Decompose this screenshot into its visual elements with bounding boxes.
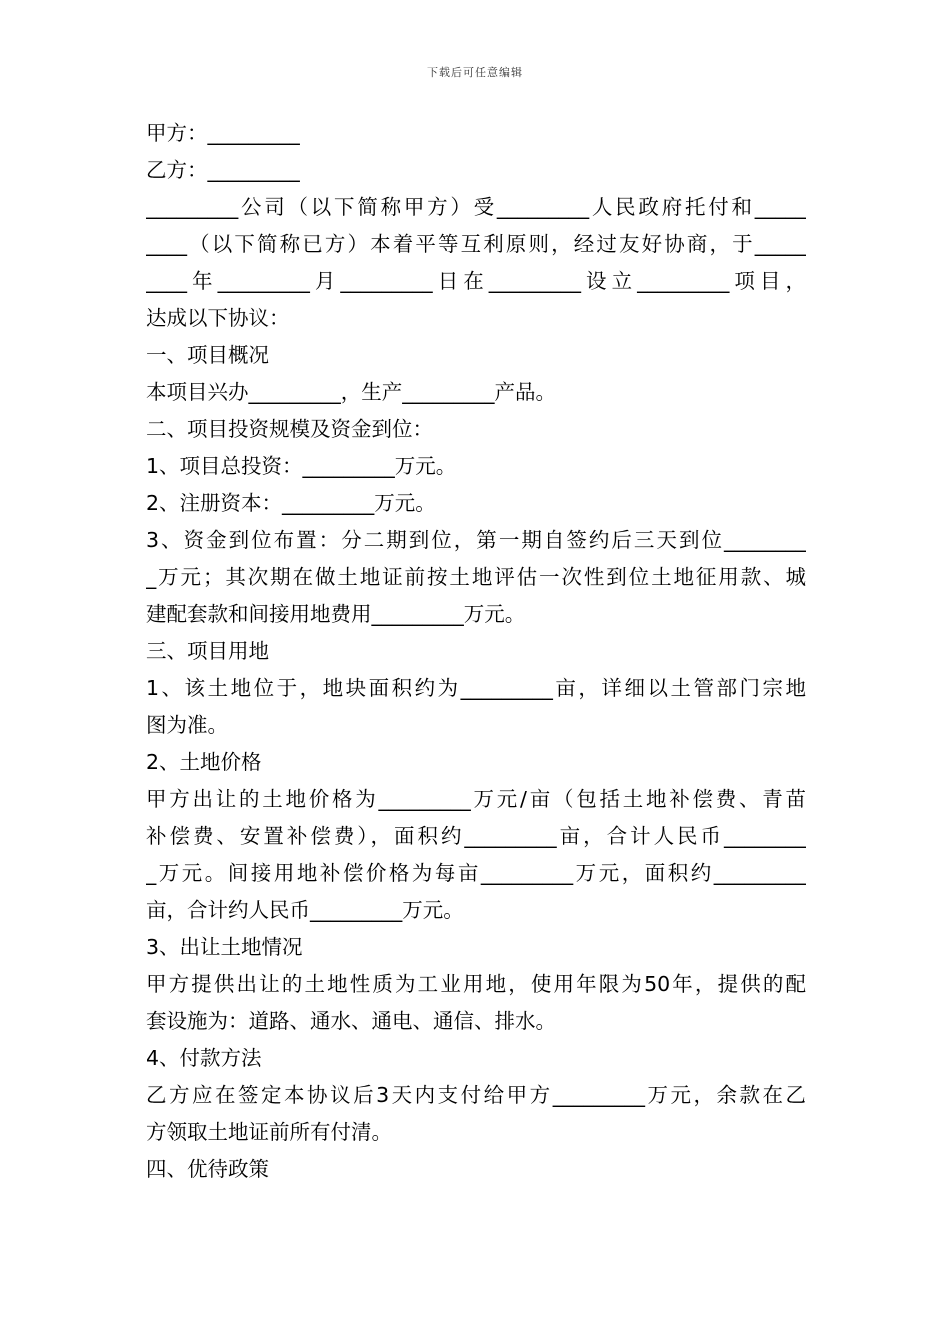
registered-capital-line: 2、注册资本：_________万元。 — [146, 491, 436, 515]
section-heading-1: 一、项目概况 — [146, 343, 269, 367]
payment-line-1: 乙方应在签定本协议后3天内支付给甲方_________万元，余款在乙 — [146, 1083, 806, 1107]
land-price-line-2: 补偿费、安置补偿费），面积约_________亩，合计人民币________ — [146, 824, 806, 848]
funding-line-3: 建配套款和间接用地费用_________万元。 — [146, 602, 526, 626]
section-heading-4: 四、优待政策 — [146, 1157, 269, 1181]
preamble-line-4: 达成以下协议： — [146, 306, 290, 330]
preamble-line-1: _________公司（以下简称甲方）受_________人民政府托付和_____ — [146, 195, 806, 219]
page-header: 下载后可任意编辑 — [427, 66, 523, 79]
party-a-line: 甲方：_________ — [146, 121, 300, 145]
preamble-line-3: ____年_________月_________日在_________设立_________项目， — [146, 269, 806, 293]
section-heading-3: 三、项目用地 — [146, 639, 269, 663]
payment-line-2: 方领取土地证前所有付清。 — [146, 1120, 392, 1144]
land-location-line-2: 图为准。 — [146, 713, 228, 737]
land-price-line-4: 亩，合计约人民币_________万元。 — [146, 898, 464, 922]
land-price-line-3: _万元。间接用地补偿价格为每亩_________万元，面积约_________ — [146, 861, 806, 885]
land-transfer-heading: 3、出让土地情况 — [146, 935, 303, 959]
funding-line-1: 3、资金到位布置：分二期到位，第一期自签约后三天到位________ — [146, 528, 806, 552]
land-transfer-line-2: 套设施为：道路、通水、通电、通信、排水。 — [146, 1009, 556, 1033]
payment-heading: 4、付款方法 — [146, 1046, 262, 1070]
land-location-line-1: 1、该土地位于，地块面积约为_________亩，详细以土管部门宗地 — [146, 676, 806, 700]
land-price-line-1: 甲方出让的土地价格为_________万元/亩（包括土地补偿费、青苗 — [146, 787, 806, 811]
document-body — [146, 115, 806, 1188]
project-overview-line: 本项目兴办_________，生产_________产品。 — [146, 380, 556, 404]
funding-line-2: _万元；其次期在做土地证前按土地评估一次性到位土地征用款、城 — [146, 565, 806, 589]
total-investment-line: 1、项目总投资：_________万元。 — [146, 454, 457, 478]
party-b-line: 乙方：_________ — [146, 158, 300, 182]
land-transfer-line-1: 甲方提供出让的土地性质为工业用地，使用年限为50年，提供的配 — [146, 972, 806, 996]
preamble-line-2: ____（以下简称已方）本着平等互利原则，经过友好协商，于_____ — [146, 232, 806, 256]
land-price-heading: 2、土地价格 — [146, 750, 262, 774]
section-heading-2: 二、项目投资规模及资金到位： — [146, 417, 433, 441]
